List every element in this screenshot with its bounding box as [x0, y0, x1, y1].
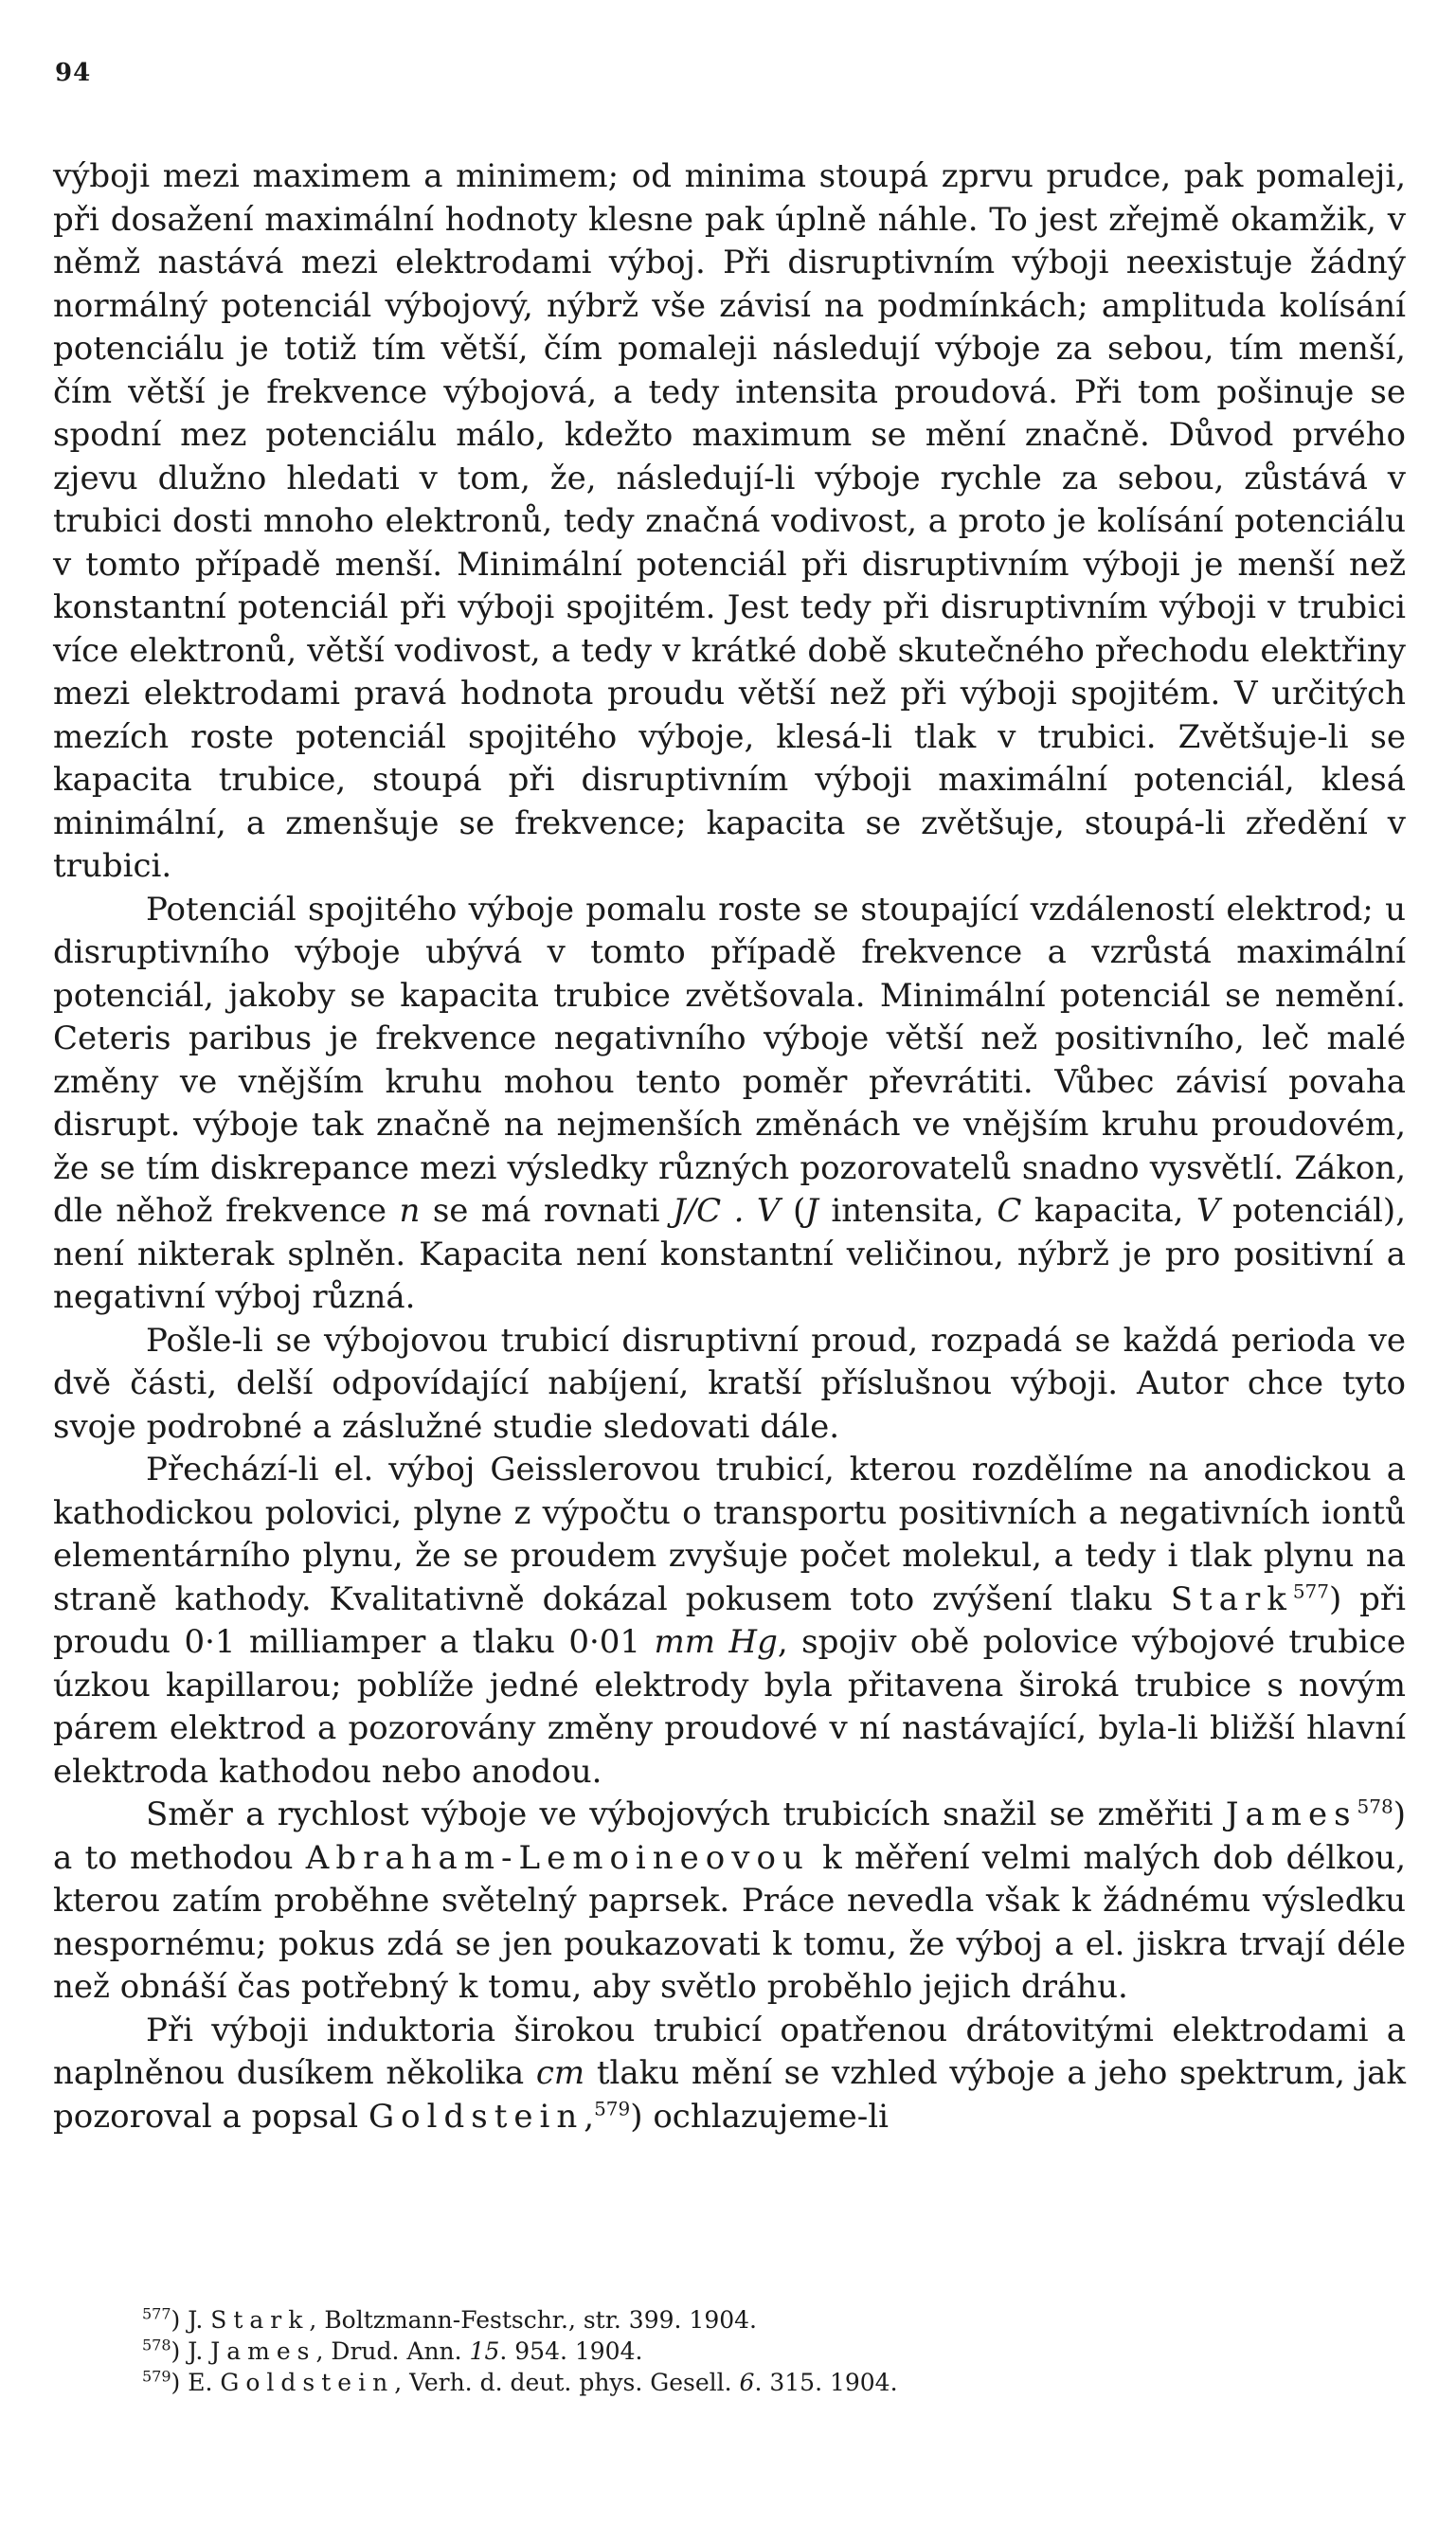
- text-run: se má rovnati: [420, 1192, 674, 1230]
- footnote-ref: 578: [1357, 1795, 1393, 1818]
- footnotes: [142, 2304, 1374, 2398]
- footnote-ref: 578: [142, 2336, 171, 2355]
- text-run: výboji mezi maximem a minimem; od minima stoupá zprvu prudce, pak pomaleji, při dosažení maximální hodnoty klesne pak úplně náhle. To jest zřejmě okamžik, v němž nastává mezi elektrodami výboj. Při disruptivním výboji neexistuje žádný normálný potenciál výbojový, nýbrž vše závisí na podmínkách; amplituda kolísání potenciálu je totiž tím větší, čím pomaleji následují výboje za sebou, tím menší, čím větší je frekvence výbojová, a tedy intensita proudová. Při tom pošinuje se spodní mez potenciálu málo, kdežto maximum se mění značně. Důvod prvého zjevu dlužno hledati v tom, že, následují-li výboje rychle za sebou, zůstává v trubici dosti mnoho elektronů, tedy značná vodivost, a proto je kolísání potenciálu v tomto případě menší. Minimální potenciál při disruptivním výboji je menší než konstantní potenciál při výboji spojitém. Jest tedy při disruptivním výboji v trubici více elektronů, větší vodivost, a tedy v krátké době skutečného přechodu elektřiny mezi elektrodami pravá hodnota proudu větší než při výboji spojitém. V určitých mezích roste potenciál spojitého výboje, klesá-li tlak v trubici. Zvětšuje-li se kapacita trubice, stoupá při disruptivním výboji maximální potenciál, klesá minimální, a zmenšuje se frekvence; kapacita se zvětšuje, stoupá-li zředění v trubici.: [53, 157, 1406, 885]
- italic-text: J/C . V: [673, 1192, 781, 1230]
- spaced-name: James: [210, 2337, 316, 2365]
- spaced-name: James: [1225, 1795, 1357, 1833]
- footnote-ref: 579: [594, 2097, 631, 2120]
- spaced-name: Stark: [210, 2306, 310, 2334]
- text-run: intensita,: [818, 1192, 998, 1230]
- text-run: Směr a rychlost výboje ve výbojových trubicích snažil se změřiti: [146, 1795, 1226, 1833]
- footnote-fn577: [142, 2304, 1374, 2336]
- text-run: Potenciál spojitého výboje pomalu roste se stoupající vzdáleností elektrod; u disruptivního výboje ubývá v tomto případě frekvence a vzrůstá maximální potenciál, jakoby se kapacita trubice zvětšovala. Minimální potenciál se nemění. Ceteris paribus je frekvence negativního výboje větší než positivního, leč malé změny ve vnějším kruhu mohou tento poměr převrátiti. Vůbec závisí povaha disrupt. výboje tak značně na nejmenších změnách ve vnějším kruhu proudovém, že se tím diskrepance mezi výsledky různých pozorovatelů snadno vysvětlí. Zákon, dle něhož frekvence: [53, 890, 1406, 1230]
- footnote-fn579: [142, 2367, 1374, 2398]
- italic-text: n: [399, 1192, 421, 1230]
- spaced-name: Stark: [1170, 1579, 1293, 1618]
- text-run: tlaku mění se vzhled výboje a jeho spektrum, jak pozoroval a popsal: [53, 2054, 1406, 2136]
- footnote-ref: 579: [142, 2367, 171, 2386]
- text-run: ) a to methodou: [53, 1795, 1406, 1877]
- page-number: 94: [55, 59, 92, 87]
- text-run: ,: [584, 2097, 595, 2136]
- text-run: ) J.: [171, 2337, 211, 2365]
- spaced-name: Abraham-Lemoineovou: [305, 1838, 810, 1877]
- text-run: Při výboji induktoria širokou trubicí opatřenou drátovitými elektrodami a naplněnou dusíkem několika: [53, 2011, 1406, 2092]
- paragraph-p4: [53, 1449, 1406, 1794]
- text-run: , Boltzmann-Festschr., str. 399. 1904.: [309, 2306, 757, 2334]
- text-run: , Drud. Ann.: [315, 2337, 470, 2365]
- text-run: kapacita,: [1021, 1192, 1196, 1230]
- text-run: ) J.: [171, 2306, 211, 2334]
- footnote-fn578: [142, 2336, 1374, 2367]
- text-run: Pošle-li se výbojovou trubicí disruptivní proud, rozpadá se každá perioda ve dvě části, delší odpovídající nabíjení, kratší příslušnou výboji. Autor chce tyto svoje podrobné a záslužné studie sledovati dále.: [53, 1321, 1406, 1446]
- text-run: ) E.: [171, 2369, 221, 2396]
- paragraph-p5: [53, 1794, 1406, 2010]
- footnote-ref: 577: [1292, 1579, 1330, 1603]
- text-run: . 954. 1904.: [499, 2337, 643, 2365]
- paragraph-p1: [53, 155, 1406, 889]
- text-run: potenciál), není nikterak splněn. Kapacita není konstantní veličinou, nýbrž je pro positivní a negativní výboj různá.: [53, 1192, 1407, 1316]
- italic-text: V: [1195, 1192, 1220, 1230]
- italic-text: cm: [535, 2054, 585, 2092]
- text-run: , spojiv obě polovice výbojové trubice úzkou kapillarou; poblíže jedné elektrody byla přitavena široká trubice s novým párem elektrod a pozorovány změny proudové v ní nastávající, byla-li bližší hlavní elektroda kathodou nebo anodou.: [53, 1623, 1407, 1791]
- spaced-name: Goldstein: [368, 2097, 584, 2136]
- text-run: Přechází-li el. výboj Geisslerovou trubicí, kterou rozdělíme na anodickou a kathodickou polovici, plyne z výpočtu o transportu positivních a negativních iontů elementárního plynu, že se proudem zvyšuje počet molekul, a tedy i tlak plynu na straně kathody. Kvalitativně dokázal pokusem toto zvýšení tlaku: [53, 1451, 1406, 1618]
- body-text: [53, 155, 1406, 2138]
- spaced-name: Goldstein: [220, 2369, 395, 2396]
- italic-text: J: [805, 1192, 818, 1230]
- paragraph-p6: [53, 2010, 1406, 2139]
- text-run: ) ochlazujeme-li: [630, 2097, 889, 2136]
- text-run: ) při proudu 0·1 milliamper a tlaku 0·01: [53, 1579, 1407, 1661]
- paragraph-p3: [53, 1320, 1406, 1450]
- text-run: k měření velmi malých dob délkou, kterou zatím proběhne světelný paprsek. Práce nevedla však k žádnému výsledku nespornému; pokus zdá se jen poukazovati k tomu, že výboj a el. jiskra trvají déle než obnáší čas potřebný k tomu, aby světlo proběhlo jejich dráhu.: [53, 1838, 1407, 2006]
- italic-text: 15: [469, 2337, 500, 2365]
- footnote-ref: 577: [142, 2304, 171, 2323]
- italic-text: mm Hg: [654, 1623, 778, 1661]
- italic-text: 6: [739, 2369, 755, 2396]
- text-run: . 315. 1904.: [754, 2369, 898, 2396]
- text-run: (: [780, 1192, 806, 1230]
- paragraph-p2: [53, 889, 1406, 1320]
- italic-text: C: [997, 1192, 1022, 1230]
- text-run: , Verh. d. deut. phys. Gesell.: [394, 2369, 740, 2396]
